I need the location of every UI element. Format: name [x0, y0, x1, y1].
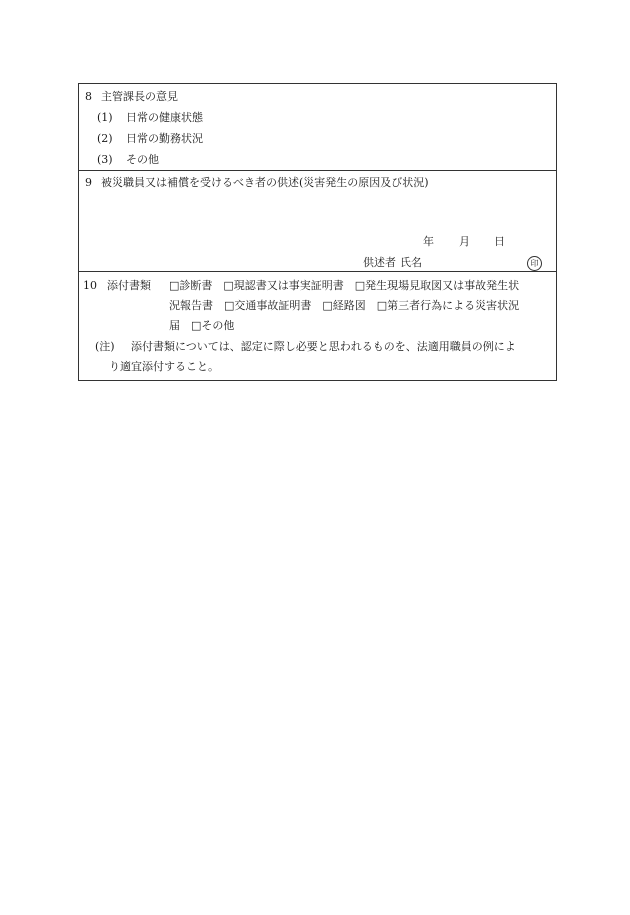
section-9-title: 被災職員又は補償を受けるべき者の供述(災害発生の原因及び状況)	[101, 176, 429, 189]
attachments-line-3: 届 □その他	[169, 319, 235, 332]
deponent-label: 供述者	[363, 256, 396, 269]
note-line-2: り適宜添付すること。	[109, 360, 219, 373]
section-10-attachments	[79, 272, 556, 380]
date-month-label: 月	[459, 235, 470, 248]
note-line-1: 添付書類については、認定に際し必要と思われるものを、法適用職員の例によ	[131, 340, 516, 353]
date-day-label: 日	[494, 235, 505, 248]
attachments-line-2: 況報告書 □交通事故証明書 □経路図 □第三者行為による災害状況	[169, 299, 520, 312]
item-3-label: その他	[126, 153, 159, 166]
item-2-label: 日常の勤務状況	[126, 132, 203, 145]
form-table	[78, 83, 557, 381]
item-3-number: (3)	[97, 153, 113, 166]
attachments-line-1: □診断書 □現認書又は事実証明書 □発生現場見取図又は事故発生状	[169, 279, 520, 292]
item-2-number: (2)	[97, 132, 113, 145]
section-9-statement	[79, 171, 556, 272]
seal-mark: 印	[527, 256, 542, 271]
item-1-label: 日常の健康状態	[126, 111, 203, 124]
section-8-title: 主管課長の意見	[101, 90, 178, 103]
section-9-number: 9	[85, 176, 92, 189]
section-10-number: 10	[83, 279, 97, 292]
date-year-label: 年	[423, 235, 434, 248]
note-label: (注)	[95, 340, 115, 353]
item-1-number: (1)	[97, 111, 113, 124]
section-8-supervisor-opinion	[79, 84, 556, 171]
name-label: 氏名	[400, 256, 422, 269]
section-8-number: 8	[85, 90, 92, 103]
section-10-title: 添付書類	[107, 279, 151, 292]
